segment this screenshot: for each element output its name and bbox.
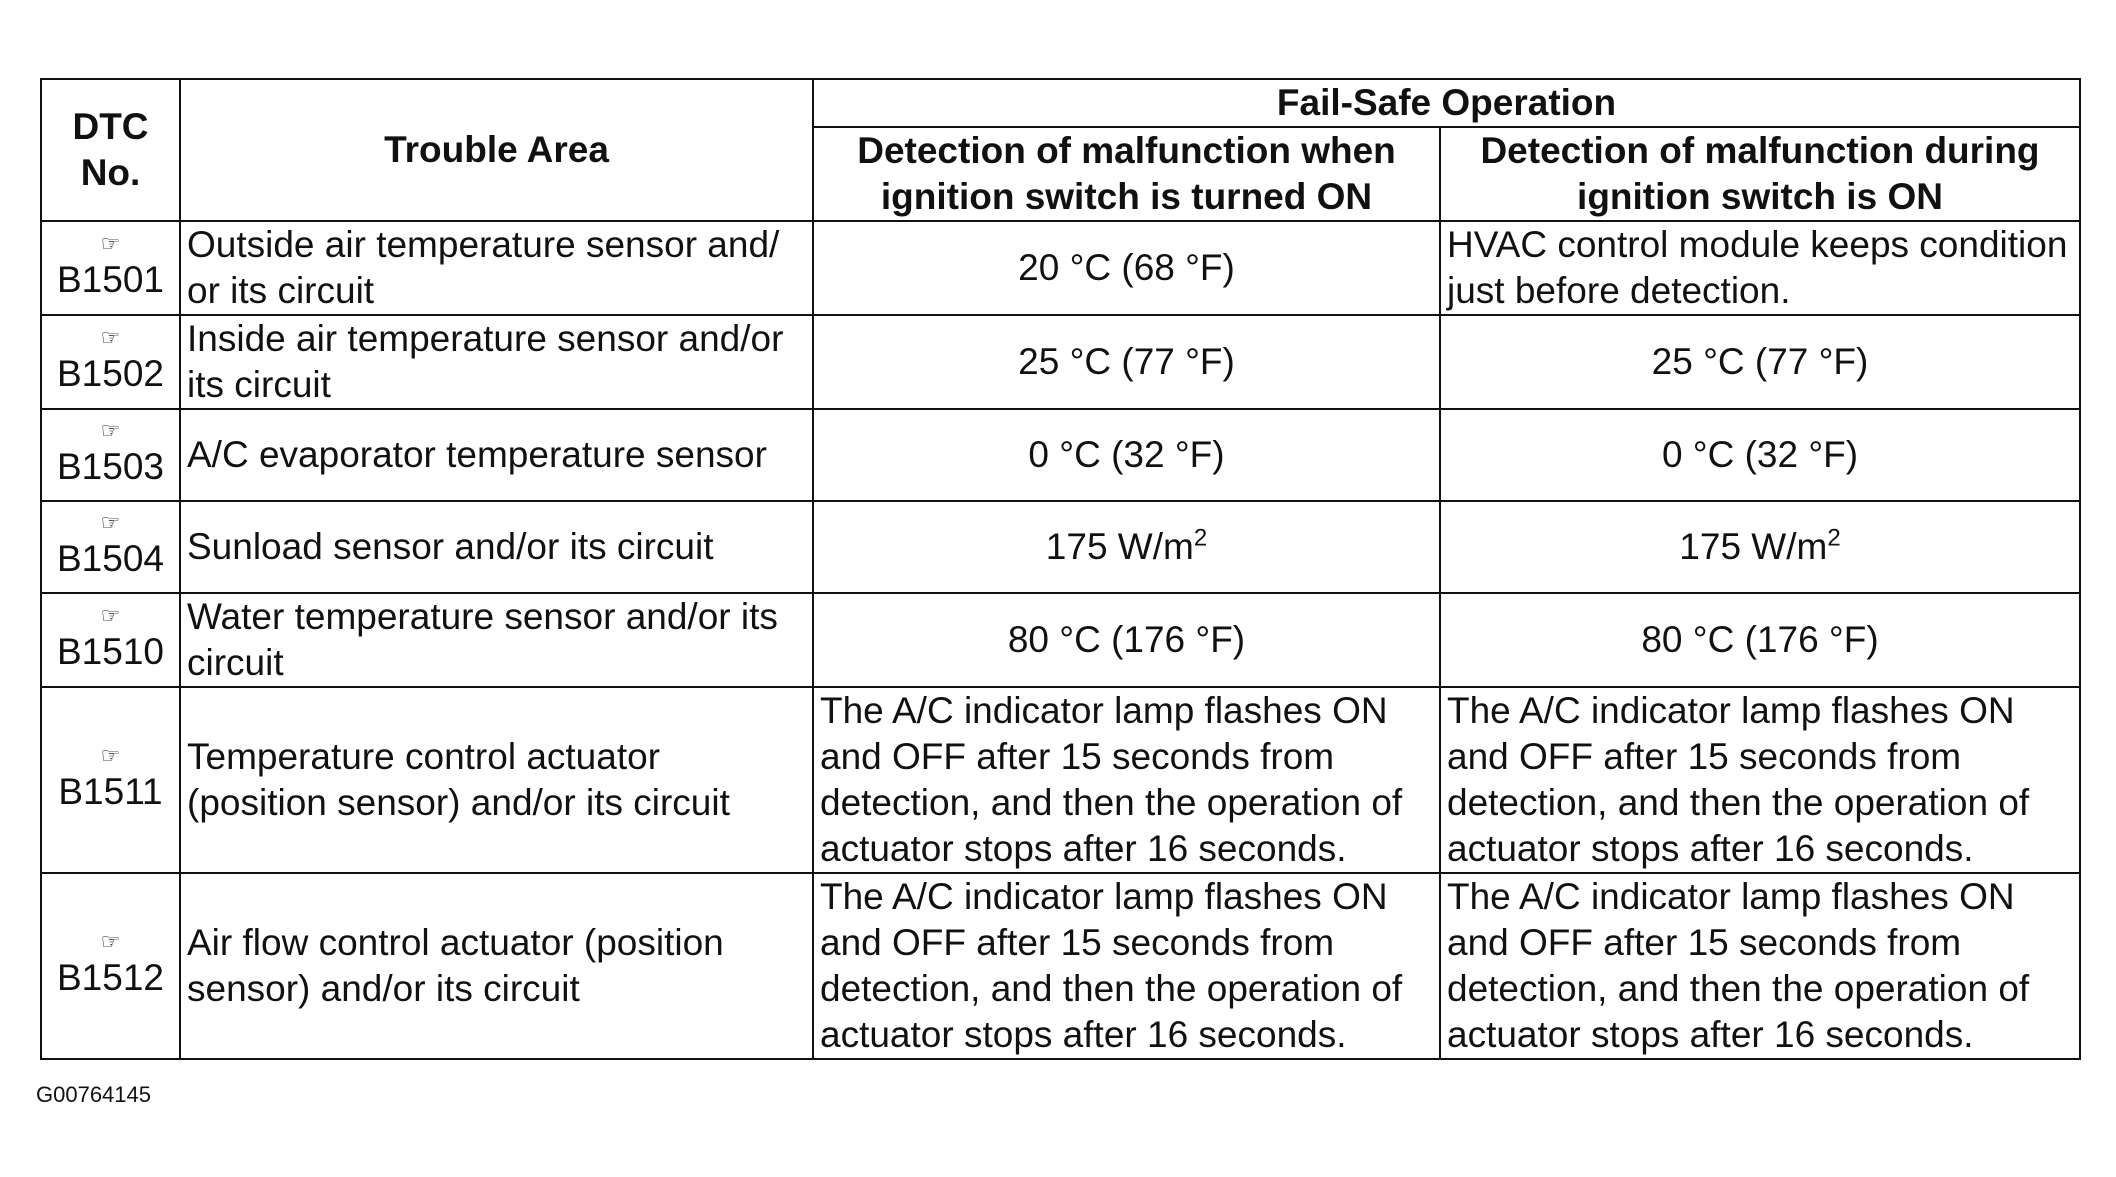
when-on-cell: 20 °C (68 °F) bbox=[813, 221, 1440, 315]
hand-pointer-icon[interactable]: ☞ bbox=[100, 929, 121, 954]
header-detection-during-on: Detection of malfunction during ignition switch is ON bbox=[1440, 127, 2080, 221]
dtc-cell bbox=[41, 687, 180, 873]
when-on-cell: The A/C indicator lamp flashes ON and OFF after 15 seconds from detection, and then the operation of actuator stops after 16 seconds. bbox=[813, 873, 1440, 1059]
dtc-cell bbox=[41, 501, 180, 593]
hand-pointer-icon[interactable]: ☞ bbox=[100, 603, 121, 628]
trouble-area-cell: Water temperature sensor and/or its circuit bbox=[180, 593, 813, 687]
hand-pointer-icon[interactable]: ☞ bbox=[100, 325, 121, 350]
dtc-code[interactable]: B1504 bbox=[57, 538, 164, 579]
trouble-area-cell: Outside air temperature sensor and/ or its circuit bbox=[180, 221, 813, 315]
table-row bbox=[41, 409, 2080, 501]
when-on-cell: 0 °C (32 °F) bbox=[813, 409, 1440, 501]
value-text: 175 W/m bbox=[1679, 526, 1828, 567]
table-row bbox=[41, 221, 2080, 315]
table-row bbox=[41, 687, 2080, 873]
dtc-cell bbox=[41, 409, 180, 501]
header-dtc-no: DTC No. bbox=[41, 79, 180, 221]
dtc-code[interactable]: B1512 bbox=[57, 957, 164, 998]
hand-pointer-icon[interactable]: ☞ bbox=[100, 231, 121, 256]
value-text: 175 W/m bbox=[1045, 526, 1194, 567]
dtc-code[interactable]: B1503 bbox=[57, 446, 164, 487]
during-on-cell: 80 °C (176 °F) bbox=[1440, 593, 2080, 687]
trouble-area-cell: Sunload sensor and/or its circuit bbox=[180, 501, 813, 593]
dtc-cell bbox=[41, 221, 180, 315]
when-on-cell bbox=[813, 501, 1440, 593]
dtc-code[interactable]: B1510 bbox=[57, 631, 164, 672]
trouble-area-cell: A/C evaporator temperature sensor bbox=[180, 409, 813, 501]
dtc-cell bbox=[41, 873, 180, 1059]
superscript: 2 bbox=[1827, 524, 1841, 552]
table-row bbox=[41, 501, 2080, 593]
dtc-code[interactable]: B1511 bbox=[58, 771, 163, 812]
dtc-code[interactable]: B1502 bbox=[57, 353, 164, 394]
when-on-cell: 25 °C (77 °F) bbox=[813, 315, 1440, 409]
table-row bbox=[41, 315, 2080, 409]
header-fail-safe-operation: Fail-Safe Operation bbox=[813, 79, 2080, 127]
dtc-cell bbox=[41, 593, 180, 687]
dtc-fail-safe-table bbox=[40, 78, 2081, 1060]
when-on-cell: The A/C indicator lamp flashes ON and OFF after 15 seconds from detection, and then the operation of actuator stops after 16 seconds. bbox=[813, 687, 1440, 873]
during-on-cell: 0 °C (32 °F) bbox=[1440, 409, 2080, 501]
trouble-area-cell: Inside air temperature sensor and/or its circuit bbox=[180, 315, 813, 409]
trouble-area-cell: Air flow control actuator (position sensor) and/or its circuit bbox=[180, 873, 813, 1059]
superscript: 2 bbox=[1193, 524, 1208, 552]
table-row bbox=[41, 593, 2080, 687]
hand-pointer-icon[interactable]: ☞ bbox=[100, 418, 121, 443]
hand-pointer-icon[interactable]: ☞ bbox=[100, 510, 121, 535]
during-on-cell: 25 °C (77 °F) bbox=[1440, 315, 2080, 409]
header-detection-when-on: Detection of malfunction when ignition switch is turned ON bbox=[813, 127, 1440, 221]
during-on-cell bbox=[1440, 501, 2080, 593]
figure-id: G00764145 bbox=[36, 1082, 151, 1107]
when-on-cell: 80 °C (176 °F) bbox=[813, 593, 1440, 687]
trouble-area-cell: Temperature control actuator (position sensor) and/or its circuit bbox=[180, 687, 813, 873]
header-trouble-area: Trouble Area bbox=[180, 79, 813, 221]
dtc-cell bbox=[41, 315, 180, 409]
table-row bbox=[41, 873, 2080, 1059]
during-on-cell: The A/C indicator lamp flashes ON and OFF after 15 seconds from detection, and then the operation of actuator stops after 16 seconds. bbox=[1440, 687, 2080, 873]
during-on-cell: The A/C indicator lamp flashes ON and OFF after 15 seconds from detection, and then the operation of actuator stops after 16 seconds. bbox=[1440, 873, 2080, 1059]
dtc-code[interactable]: B1501 bbox=[57, 259, 164, 300]
hand-pointer-icon[interactable]: ☞ bbox=[100, 743, 121, 768]
during-on-cell: HVAC control module keeps condition just before detection. bbox=[1440, 221, 2080, 315]
